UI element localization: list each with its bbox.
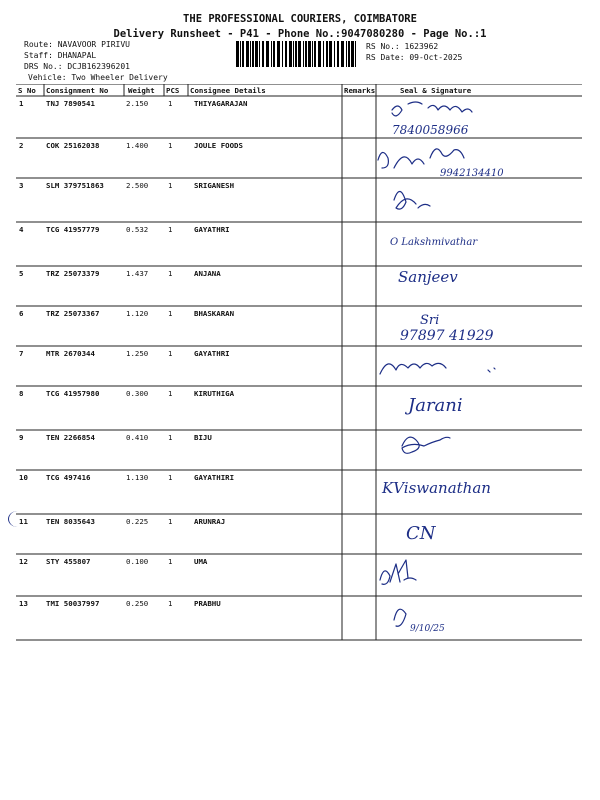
row-weight: 1.400 [126,141,149,150]
row-consignee: BHASKARAN [194,309,235,318]
row-sno: 3 [19,181,24,190]
row-sno: 5 [19,269,24,278]
column-header: PCS [166,86,180,95]
drs-number: DRS No.: DCJB162396201 [24,62,130,71]
row-consignment-no: MTR 2670344 [46,349,95,358]
row-sno: 10 [19,473,28,482]
column-header: Seal & Signature [400,86,472,95]
row-consignee: GAYATHRI [194,225,230,234]
row-weight: 1.120 [126,309,149,318]
row-pcs: 1 [168,141,173,150]
row-consignment-no: TCG 497416 [46,473,91,482]
handwritten-name-row8: Jarani [408,395,463,416]
row-consignment-no: TRZ 25073367 [46,309,100,318]
row-consignment-no: TEN 2266854 [46,433,95,442]
row-pcs: 1 [168,473,173,482]
row-sno: 9 [19,433,24,442]
row-sno: 1 [19,99,24,108]
margin-mark [8,511,27,527]
row-weight: 1.130 [126,473,149,482]
row-pcs: 1 [168,181,173,190]
barcode [236,41,360,67]
handwritten-name-row6: Sri [420,313,440,328]
handwritten-name-row4: O Lakshmivathar [390,237,478,248]
row-weight: 0.250 [126,599,149,608]
column-header: Remarks [344,86,376,95]
row-sno: 6 [19,309,24,318]
row-pcs: 1 [168,389,173,398]
handwritten-name-row10: KViswanathan [382,479,491,497]
row-consignment-no: TMI 50037997 [46,599,100,608]
row-pcs: 1 [168,349,173,358]
row-consignee: SRIGANESH [194,181,235,190]
rs-date: RS Date: 09-Oct-2025 [366,53,463,62]
staff-text: Staff: DHANAPAL [24,51,97,60]
row-consignee: JOULE FOODS [194,141,243,150]
row-consignment-no: TCG 41957980 [46,389,100,398]
row-pcs: 1 [168,99,173,108]
row-consignee: GAYATHRI [194,349,230,358]
row-weight: 0.300 [126,389,149,398]
handwritten-date-row13: 9/10/25 [410,624,445,634]
row-weight: 1.250 [126,349,149,358]
company-title: THE PROFESSIONAL COURIERS, COIMBATORE [183,13,417,25]
row-consignee: GAYATHIRI [194,473,235,482]
handwritten-phone-row6: 97897 41929 [400,328,494,344]
row-consignee: BIJU [194,433,212,442]
row-weight: 0.225 [126,517,149,526]
route-text: Route: NAVAVOOR PIRIVU [24,40,130,49]
row-sno: 8 [19,389,24,398]
handwritten-phone-1: 7840058966 [392,123,469,137]
row-consignee: PRABHU [194,599,221,608]
runsheet-subtitle: Delivery Runsheet - P41 - Phone No.:9047080280 - Page No.:1 [113,28,487,40]
row-sno: 12 [19,557,28,566]
row-weight: 0.410 [126,433,149,442]
row-consignment-no: TRZ 25073379 [46,269,100,278]
row-consignment-no: TEN 8035643 [46,517,95,526]
row-consignment-no: COK 25162038 [46,141,100,150]
row-sno: 2 [19,141,24,150]
row-weight: 2.150 [126,99,149,108]
row-pcs: 1 [168,599,173,608]
row-consignment-no: TCG 41957779 [46,225,100,234]
row-consignee: THIYAGARAJAN [194,99,248,108]
row-weight: 0.532 [126,225,149,234]
row-weight: 1.437 [126,269,149,278]
row-weight: 2.500 [126,181,149,190]
row-weight: 0.100 [126,557,149,566]
row-pcs: 1 [168,517,173,526]
column-header: Weight [128,86,155,95]
row-consignee: KIRUTHIGA [194,389,235,398]
row-consignment-no: TNJ 7890541 [46,99,95,108]
row-sno: 4 [19,225,24,234]
row-pcs: 1 [168,557,173,566]
handwritten-initials-row11: CN [406,523,436,544]
handwritten-phone-2: 9942134410 [440,168,504,179]
row-consignee: UMA [194,557,208,566]
column-header: Consignment No [46,86,109,95]
row-consignment-no: SLM 379751863 [46,181,104,190]
row-sno: 7 [19,349,24,358]
column-header: Consignee Details [190,86,266,95]
row-pcs: 1 [168,269,173,278]
handwritten-name-row5: Sanjeev [398,268,458,286]
column-header: S No [18,86,36,95]
row-consignee: ARUNRAJ [194,517,226,526]
row-consignment-no: STY 455807 [46,557,91,566]
row-sno: 13 [19,599,28,608]
row-sno: 11 [19,517,28,526]
row-pcs: 1 [168,309,173,318]
vehicle-text: Vehicle: Two Wheeler Delivery [28,73,168,82]
row-consignee: ANJANA [194,269,221,278]
row-pcs: 1 [168,433,173,442]
rs-number: RS No.: 1623962 [366,42,439,51]
row-pcs: 1 [168,225,173,234]
